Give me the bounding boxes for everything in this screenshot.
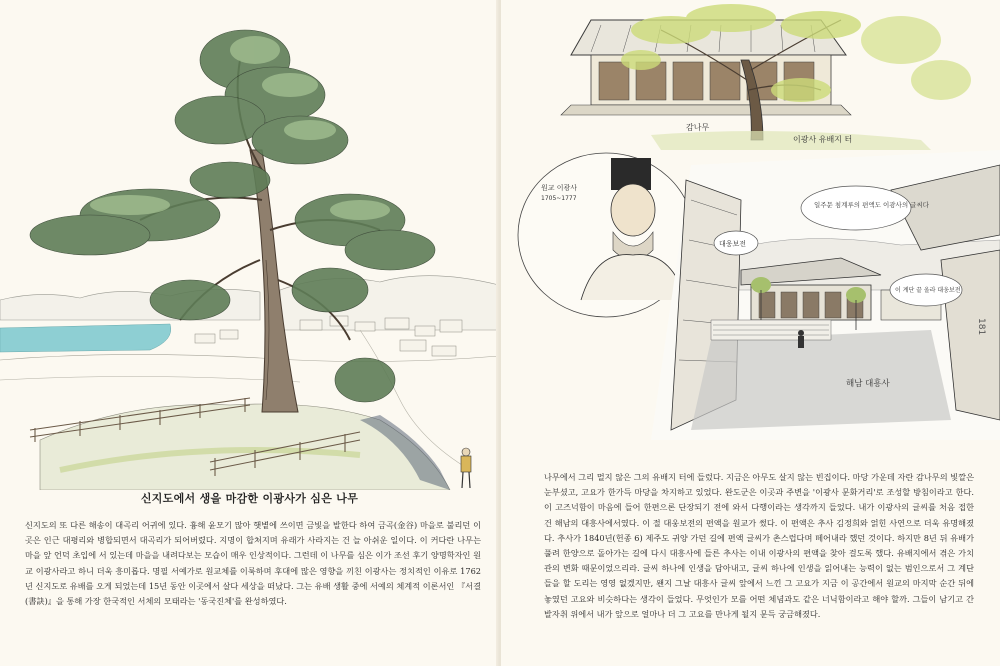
signboard-note: 일주문 침계루의 편액도 이광사의 글씨다 [814, 201, 930, 209]
pine-tree-illustration [0, 0, 499, 490]
left-page [0, 0, 499, 666]
right-page [501, 0, 1000, 666]
persimmon-label: 감나무 [686, 123, 710, 132]
right-body-text: 나무에서 그리 멀지 않은 그의 유배지 터에 들렀다. 지금은 아무도 살지 않는 빈집이다. 마당 가운데 자란 감나무의 빛깔은 눈부셨고, 고요가 한가득 마당을 차지하고 있었다. 완도군은 이곳과 주변을 '이광사 문화거리'로 조성할 방침이라고 한다. 이 고즈넉함이 마음에 들어 한편으론 단장되기 전에 와서 다행이라는 생각까지 들었다. 내가 이광사의 글씨를 처음 접한 건 해남의 대흥사에서였다. 이 절 대웅보전의 편액을 원교가 썼다. 이 편액은 추사 김정희와 얽힌 사연으로 더욱 유명해졌다. 추사가 1840년(헌종 6) 제주도 귀양 가던 길에 편액 글씨가 촌스럽다며 떼어내라 했던 것이다. 하지만 8년 뒤 유배가 풀려 한양으로 돌아가는 길에 다시 대흥사에 들른 추사는 이내 이광사의 편액을 찾아 걸도록 했다. 유배지에서 겪은 가치관의 변화 때문이었으리라. 글씨 하나에 인생을 담아내고, 글씨 하나에 인생을 읽어내는 능력이 없는 범인으로서 그 계단들을 할 도리는 영영 없겠지만, 왠지 그날 대흥사 글씨 앞에서 느낀 그 고요가 지금 이 공간에서 원교의 마지막 순간 뒤에 놓였던 고요와 비슷하다는 생각이 들었다. 무엇인가 모를 어떤 체념과도 같은 너닉함이라고 해야 할까. 그들이 남기고 간 발자취 위에서 내가 앞으로 얼마나 더 그 고요를 만나게 될지 문득 궁금해졌다. [544, 472, 974, 619]
portrait-years: 1705~1777 [541, 195, 577, 202]
exile-site-label: 이광사 유배지 터 [793, 135, 853, 144]
person-figure [461, 448, 471, 488]
portrait-note: 원교 이광사 [541, 184, 578, 192]
daeungbojeon-label: 대웅보전 [719, 240, 747, 248]
temple-label: 해남 대흥사 [846, 379, 890, 389]
illustration-caption: 신지도에서 생을 마감한 이광사가 심은 나무 [140, 492, 359, 505]
page-number: 181 [976, 318, 986, 336]
stairs-note: 이 계단 끝 올라 대웅보전 [895, 287, 961, 294]
left-body-text: 신지도의 또 다른 해송이 대곡리 어귀에 있다. 흉해 윤모기 많아 햇볕에 쓰이면 금빛을 발한다 하여 금곡(金谷) 마을로 불리던 이곳은 인근 대평리와 병합되면서 대곡리가 되어버렸다. 지명이 합쳐지며 유래가 사라지는 건 늘 아쉬운 일이다. 이 커다란 나무는 마을 앞 언덕 초입에 서 있는데 마을을 내려다보는 모습이 매우 인상적이다. 그런데 이 나무를 심은 이가 조선 후기 양명학자인 원교 이광사라고 하니 더욱 흥미롭다. 명필 서예가로 원교체를 이룩하며 후대에 많은 영향을 끼친 이광사는 정치적인 이유로 1762년 신지도로 유배를 오게 되었는데 15년 동안 이곳에서 살다 세상을 떠났다. 그는 유배 생활 중에 서예의 체계적 이론서인 『서결(書訣)』을 통해 가장 한국적인 서체의 모태라는 '동국진체'를 완성하였다. [25, 520, 481, 607]
exile-site-and-temple-illustration [501, 0, 1000, 440]
